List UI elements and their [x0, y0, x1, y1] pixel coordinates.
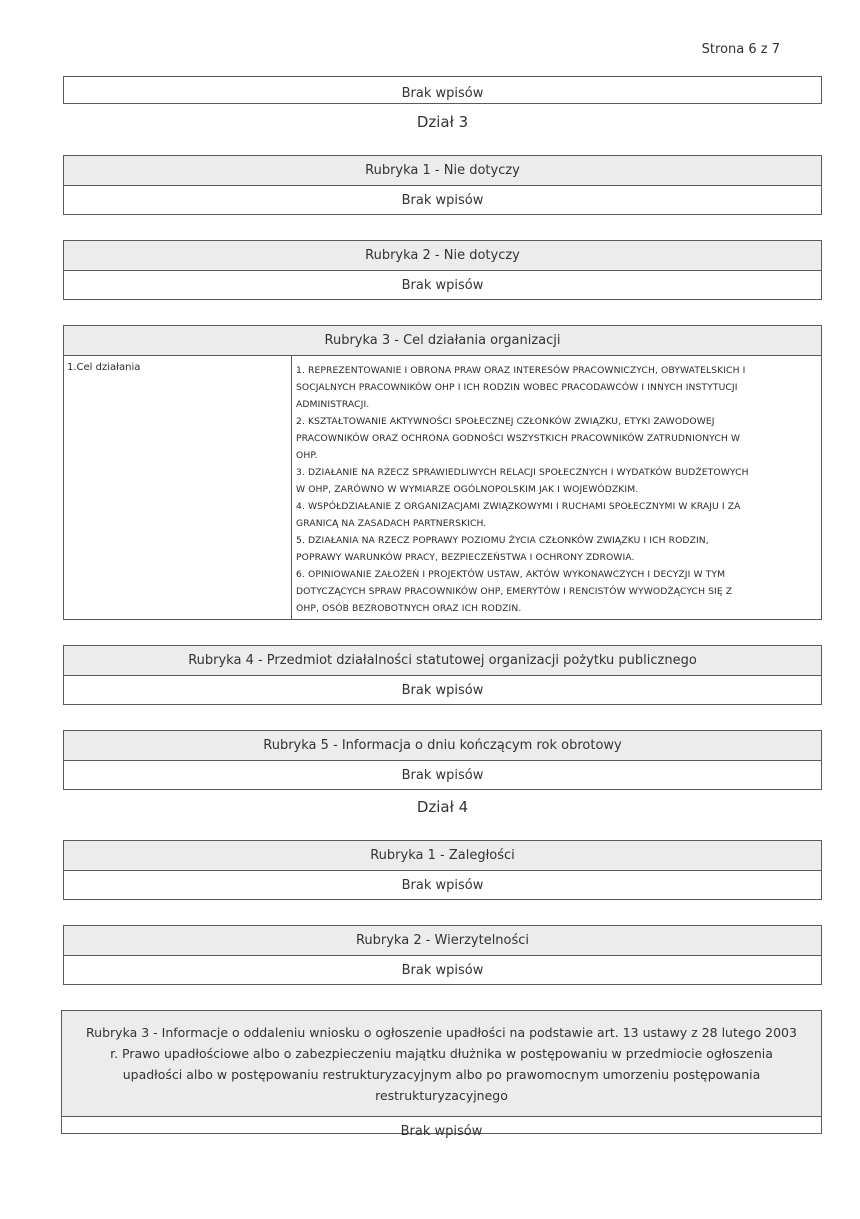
rubryka-value-text: Brak wpisów — [401, 768, 484, 783]
cel-line: OHP, OSÓB BEZROBOTNYCH ORAZ ICH RODZIN. — [296, 603, 522, 614]
cel-line: 1. REPREZENTOWANIE I OBRONA PRAW ORAZ INTERESÓW PRACOWNICZYCH, OBYWATELSKICH I — [296, 365, 746, 376]
cel-line: 6. OPINIOWANIE ZAŁOŻEŃ I PROJEKTÓW USTAW, AKTÓW WYKONAWCZYCH I DECYZJI W TYM — [296, 569, 726, 580]
rubryka-value-text: Brak wpisów — [401, 278, 484, 293]
rubryka-value — [64, 271, 821, 300]
rubryka-value — [64, 186, 821, 215]
rubryka-header — [64, 731, 821, 761]
rubryka-2-nie-dotyczy — [63, 240, 822, 300]
rubryka-value-text: Brak wpisów — [401, 963, 484, 978]
rubryka-3-cel-dzialania — [63, 325, 822, 620]
rubryka-header-text: Rubryka 4 - Przedmiot działalności statutowej organizacji pożytku publicznego — [188, 653, 697, 668]
rubryka-header — [64, 646, 821, 676]
rubryka-value-text: Brak wpisów — [401, 683, 484, 698]
rubryka-header — [64, 156, 821, 186]
cel-line: 5. DZIAŁANIA NA RZECZ POPRAWY POZIOMU ŻYCIA CZŁONKÓW ZWIĄZKU I ICH RODZIN, — [296, 535, 709, 546]
rubryka-value-text: Brak wpisów — [401, 878, 484, 893]
rubryka-1-zaleglosci — [63, 840, 822, 900]
rubryka-value — [62, 1117, 821, 1146]
rubryka-header-text: Rubryka 3 - Cel działania organizacji — [324, 333, 561, 348]
rubryka-header — [64, 841, 821, 871]
cel-dzialania-label: 1.Cel działania — [64, 356, 292, 620]
rubryka-value — [64, 676, 821, 705]
rubryka-value — [64, 761, 821, 790]
section-title-dzial-3: Dział 3 — [416, 113, 469, 131]
rubryka-3-upadlosc — [61, 1010, 822, 1139]
section-title-dzial-4: Dział 4 — [416, 798, 469, 816]
rubryka-value-text: Brak wpisów — [401, 193, 484, 208]
rubryka-header-line: Rubryka 3 - Informacje o oddaleniu wniosku o ogłoszenie upadłości na podstawie art. 13 ustawy z 28 lutego 2003 — [86, 1024, 797, 1040]
rubryka-5-rok-obrotowy — [63, 730, 822, 790]
rubryka-header — [64, 241, 821, 271]
rubryka-header-text: Rubryka 5 - Informacja o dniu kończącym rok obrotowy — [263, 738, 622, 753]
page-number: Strona 6 z 7 — [701, 42, 780, 57]
top-entry-box — [63, 76, 822, 104]
cel-line: PRACOWNIKÓW ORAZ OCHRONA GODNOŚCI WSZYSTKICH PRACOWNIKÓW ZATRUDNIONYCH W — [296, 433, 741, 444]
rubryka-header-line: r. Prawo upadłościowe albo o zabezpieczeniu majątku dłużnika w postępowaniu w przedmiocie ogłoszenia — [110, 1045, 773, 1061]
cel-line: 2. KSZTAŁTOWANIE AKTYWNOŚCI SPOŁECZNEJ CZŁONKÓW ZWIĄZKU, ETYKI ZAWODOWEJ — [296, 416, 715, 427]
rubryka-header-line: upadłości albo w postępowaniu restrukturyzacyjnym albo po prawomocnym umorzeniu postępowania — [122, 1066, 761, 1082]
rubryka-2-wierzytelnosci — [63, 925, 822, 985]
rubryka-value-text: Brak wpisów — [400, 1124, 483, 1139]
cel-line: POPRAWY WARUNKÓW PRACY, BEZPIECZEŃSTWA I OCHRONY ZDROWIA. — [296, 552, 635, 563]
cel-line: ADMINISTRACJI. — [296, 399, 370, 410]
rubryka-value — [64, 956, 821, 985]
cel-line: W OHP, ZARÓWNO W WYMIARZE OGÓLNOPOLSKIM JAK I WOJEWÓDZKIM. — [296, 484, 639, 495]
cel-line: 4. WSPÓŁDZIAŁANIE Z ORGANIZACJAMI ZWIĄZKOWYMI I RUCHAMI SPOŁECZNYMI W KRAJU I ZA — [296, 501, 741, 512]
rubryka-1-nie-dotyczy — [63, 155, 822, 215]
entry-value: Brak wpisów — [401, 85, 484, 101]
rubryka-4-przedmiot-dzialalnosci — [63, 645, 822, 705]
rubryka-header-text: Rubryka 1 - Zaległości — [370, 848, 515, 863]
rubryka-header — [64, 926, 821, 956]
rubryka-header-line: restrukturyzacyjnego — [375, 1087, 508, 1103]
rubryka-value — [64, 871, 821, 900]
cel-line: OHP. — [296, 450, 318, 461]
cel-line: GRANICĄ NA ZASADACH PARTNERSKICH. — [296, 518, 487, 529]
cel-dzialania-row — [64, 356, 821, 620]
rubryka-header-text: Rubryka 1 - Nie dotyczy — [365, 163, 520, 178]
cel-line: 3. DZIAŁANIE NA RZECZ SPRAWIEDLIWYCH RELACJI SPOŁECZNYCH I WYDATKÓW BUDŻETOWYCH — [296, 467, 749, 478]
cel-line: SOCJALNYCH PRACOWNIKÓW OHP I ICH RODZIN WOBEC PRACODAWCÓW I INNYCH INSTYTUCJI — [296, 382, 738, 393]
cel-dzialania-content — [292, 356, 821, 620]
cel-line: DOTYCZĄCYCH SPRAW PRACOWNIKÓW OHP, EMERYTÓW I RENCISTÓW WYWODZĄCYCH SIĘ Z — [296, 586, 733, 597]
rubryka-header-text: Rubryka 2 - Wierzytelności — [355, 933, 530, 948]
rubryka-header-text: Rubryka 2 - Nie dotyczy — [365, 248, 520, 263]
rubryka-header — [64, 326, 821, 356]
rubryka-header — [62, 1011, 821, 1117]
